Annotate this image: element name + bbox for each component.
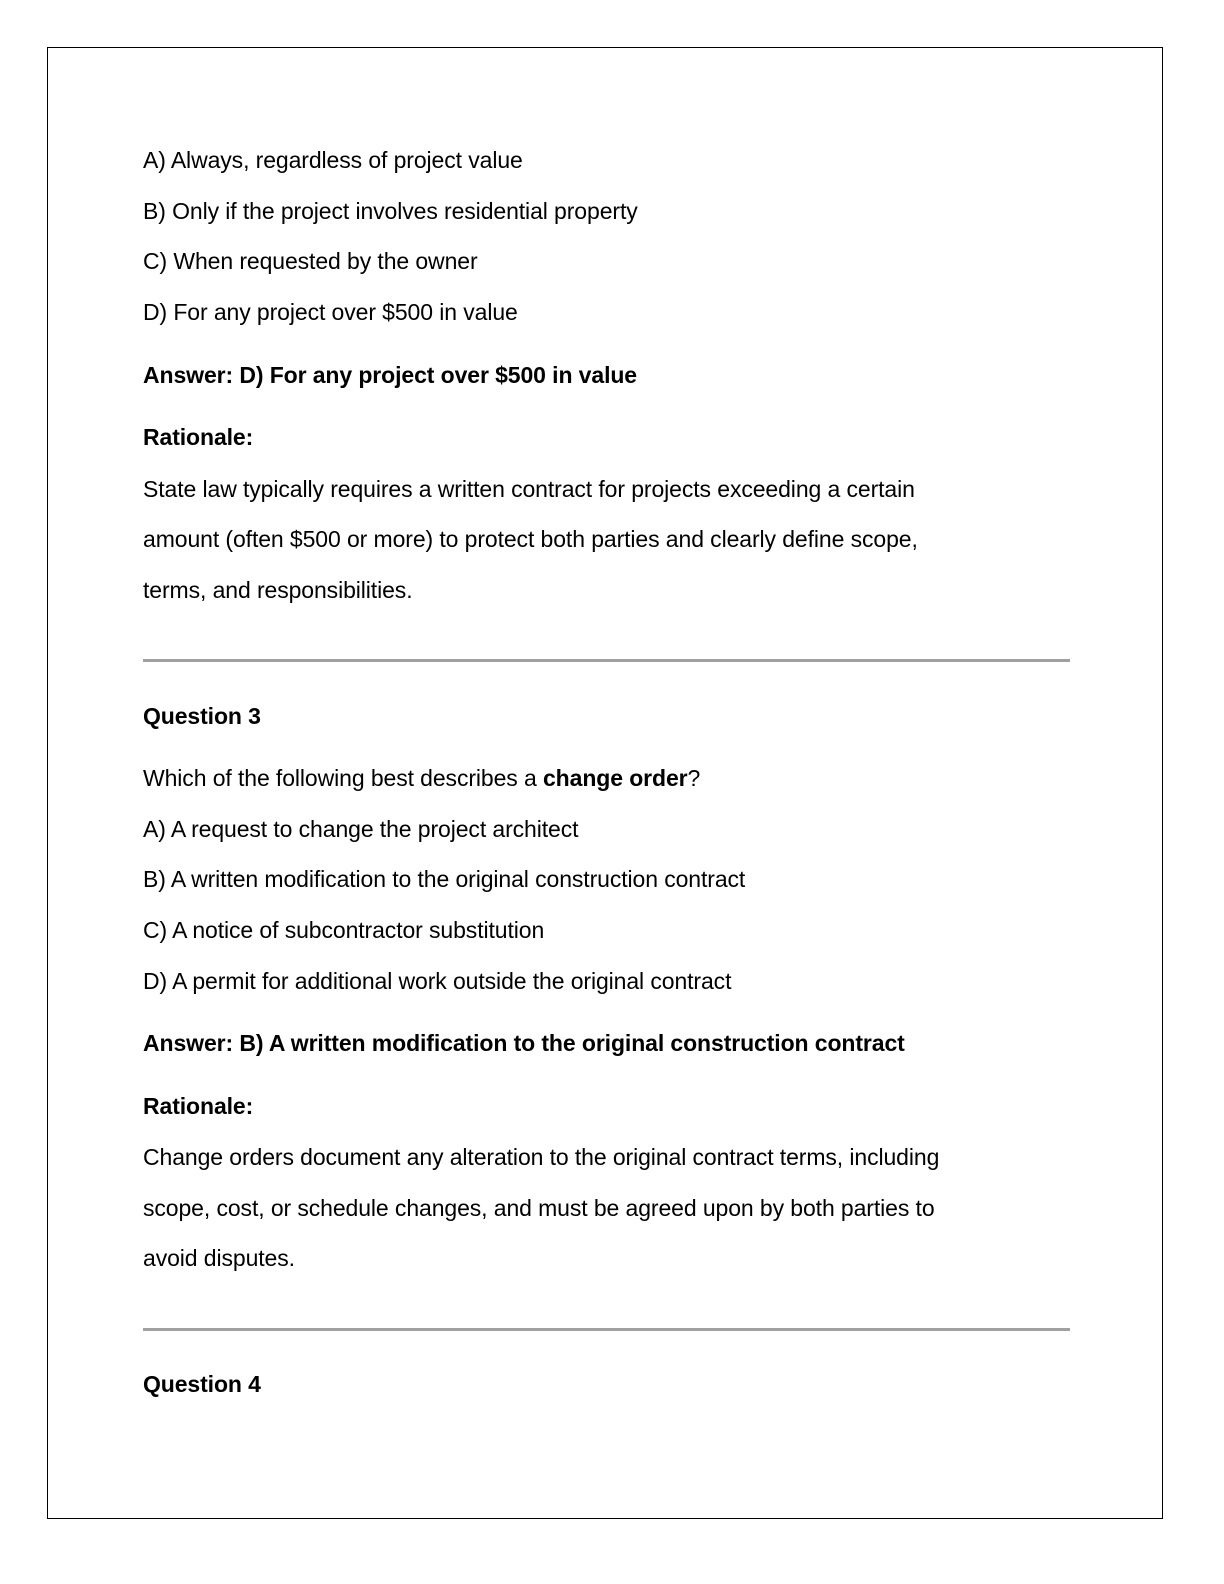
section-divider: [143, 659, 1070, 662]
q3-option-d: D) A permit for additional work outside the original contract: [143, 968, 732, 994]
q3-option-c: C) A notice of subcontractor substitution: [143, 917, 545, 943]
q3-answer: Answer: B) A written modification to the original construction contract: [143, 1030, 905, 1056]
q2-rationale-label: Rationale:: [143, 424, 254, 450]
q2-option-b: B) Only if the project involves residential property: [143, 198, 638, 224]
q3-prompt-after: ?: [687, 765, 701, 791]
q2-rationale-line-3: terms, and responsibilities.: [143, 577, 413, 603]
q3-rationale-label: Rationale:: [143, 1093, 254, 1119]
section-divider: [143, 1328, 1070, 1331]
q3-option-b: B) A written modification to the original construction contract: [143, 866, 746, 892]
q3-prompt-before: Which of the following best describes a: [143, 765, 543, 791]
q3-rationale-line-1: Change orders document any alteration to the original contract terms, including: [143, 1144, 940, 1170]
q4-heading: Question 4: [143, 1371, 261, 1397]
q2-rationale-line-2: amount (often $500 or more) to protect both parties and clearly define scope,: [143, 526, 918, 552]
q3-heading: Question 3: [143, 703, 261, 729]
q2-option-c: C) When requested by the owner: [143, 248, 478, 274]
q3-rationale-line-3: avoid disputes.: [143, 1245, 295, 1271]
q2-answer: Answer: D) For any project over $500 in value: [143, 362, 637, 388]
q2-option-d: D) For any project over $500 in value: [143, 299, 518, 325]
q2-rationale-line-1: State law typically requires a written contract for projects exceeding a certain: [143, 476, 915, 502]
q3-rationale-line-2: scope, cost, or schedule changes, and must be agreed upon by both parties to: [143, 1195, 935, 1221]
q2-option-a: A) Always, regardless of project value: [143, 147, 523, 173]
q3-prompt: [143, 763, 700, 793]
q3-option-a: A) A request to change the project architect: [143, 816, 579, 842]
q3-prompt-term: change order: [542, 765, 688, 791]
